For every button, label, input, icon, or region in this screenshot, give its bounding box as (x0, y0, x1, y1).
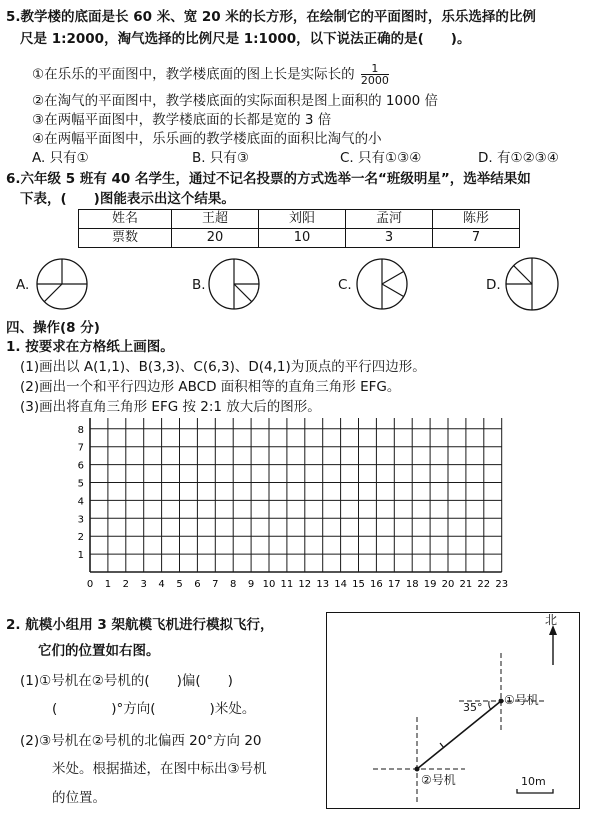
q2-line3: (1)①号机在②号机的( )偏( ) (20, 673, 233, 689)
grid-y-labels (78, 418, 84, 561)
pie-chart-a (34, 256, 90, 312)
grid-x-label: 0 (86, 579, 94, 590)
plane1-label: ①号机 (504, 693, 539, 707)
q2-line1: 2. 航模小组用 3 架航模飞机进行模拟飞行， (6, 617, 274, 633)
grid-x-label: 4 (158, 579, 165, 590)
tick-mark (440, 743, 444, 748)
grid-x-label: 14 (334, 579, 347, 590)
q5-option-c: C. 只有①③④ (340, 150, 422, 166)
table-cell: 王超 (172, 210, 259, 229)
q2-line6: 米处。根据描述，在图中标出③号机 (52, 761, 267, 777)
grid-y-label: 6 (77, 460, 84, 472)
q2-line2: 它们的位置如右图。 (38, 643, 160, 659)
pie-label-b: B. (192, 277, 206, 293)
table-cell: 10 (259, 229, 346, 248)
q6-line1: 6.六年级 5 班有 40 名学生，通过不记名投票的方式选举一名“班级明星”，选举结果如 (6, 171, 531, 187)
table-cell: 票数 (79, 229, 172, 248)
grid-x-label: 1 (104, 579, 112, 590)
grid-x-label: 6 (194, 579, 201, 590)
grid-x-label: 2 (122, 579, 129, 590)
grid-lines (90, 418, 502, 572)
grid-x-label: 10 (262, 579, 276, 590)
section-title: 四、操作(8 分) (6, 320, 100, 336)
q2-line5: (2)③号机在②号机的北偏西 20°方向 20 (20, 733, 262, 749)
grid-x-label: 23 (495, 579, 509, 590)
q5-line2: 尺是 1:2000，淘气选择的比例尺是 1:1000，以下说法正确的是( )。 (20, 31, 471, 47)
position-map (326, 612, 580, 809)
table-cell: 刘阳 (259, 210, 346, 229)
table-cell: 陈彤 (433, 210, 520, 229)
q5-statement-2: ②在淘气的平面图中，教学楼底面的实际面积是图上面积的 1000 倍 (32, 93, 439, 109)
grid-x-label: 17 (387, 579, 401, 590)
scale-label: 10m (521, 775, 546, 788)
grid-x-label: 12 (298, 579, 312, 590)
fraction-denominator: 2000 (360, 74, 389, 87)
q5-statement-3: ③在两幅平面图中，教学楼底面的长都是宽的 3 倍 (32, 112, 332, 128)
table-row (79, 229, 520, 248)
q5-option-a: A. 只有① (32, 150, 89, 166)
q2-line4: ( )°方向( )米处。 (52, 701, 256, 717)
grid-y-label: 4 (77, 496, 84, 508)
s4-q1-part2: (2)画出一个和平行四边形 ABCD 面积相等的直角三角形 EFG。 (20, 379, 401, 395)
grid-x-label: 13 (316, 579, 330, 590)
q5-option-b: B. 只有③ (192, 150, 249, 166)
grid-x-label: 20 (441, 579, 455, 590)
table-cell: 姓名 (79, 210, 172, 229)
grid-y-label: 1 (77, 550, 84, 562)
q2-line7: 的位置。 (52, 790, 106, 806)
grid-y-label: 2 (77, 532, 84, 544)
grid-y-label: 5 (77, 478, 84, 490)
table-cell: 7 (433, 229, 520, 248)
grid-x-label: 18 (405, 579, 419, 590)
pie-label-a: A. (16, 277, 30, 293)
angle-label: 35° (463, 701, 483, 714)
table-row (79, 210, 520, 229)
table-cell: 孟河 (346, 210, 433, 229)
fraction (361, 63, 389, 86)
s4-q1: 1. 按要求在方格纸上画图。 (6, 339, 174, 355)
grid-paper (62, 418, 532, 608)
pie-label-c: C. (338, 277, 352, 293)
grid-x-label: 9 (247, 579, 255, 590)
grid-x-label: 3 (140, 579, 147, 590)
grid-x-label: 21 (459, 579, 473, 590)
table-cell: 3 (346, 229, 433, 248)
grid-x-labels (87, 579, 508, 590)
connecting-line (417, 701, 501, 769)
grid-x-label: 7 (212, 579, 219, 590)
pie-label-d: D. (486, 277, 501, 293)
grid-x-label: 5 (176, 579, 183, 590)
pie-chart-c (354, 256, 410, 312)
pie-chart-d (502, 254, 562, 314)
s4-q1-part3: (3)画出将直角三角形 EFG 按 2:1 放大后的图形。 (20, 399, 321, 415)
plane2-label: ②号机 (421, 773, 456, 787)
q5-statement-4: ④在两幅平面图中，乐乐画的教学楼底面的面积比淘气的小 (32, 131, 382, 147)
north-label: 北 (545, 613, 558, 627)
grid-y-label: 7 (77, 442, 84, 454)
grid-x-label: 8 (230, 579, 237, 590)
grid-x-label: 22 (477, 579, 491, 590)
grid-x-label: 16 (370, 579, 383, 590)
s4-q1-part1: (1)画出以 A(1,1)、B(3,3)、C(6,3)、D(4,1)为顶点的平行四边形。 (20, 359, 426, 375)
angle-arc (489, 701, 491, 710)
q5-statement-1 (32, 63, 389, 86)
q5-line1: 5.教学楼的底面是长 60 米、宽 20 米的长方形，在绘制它的平面图时，乐乐选择的比例 (6, 9, 536, 25)
grid-x-label: 11 (280, 579, 294, 590)
q5-statement-1-text: ①在乐乐的平面图中，教学楼底面的图上长是实际长的 (32, 66, 355, 83)
table-cell: 20 (172, 229, 259, 248)
grid-x-label: 15 (352, 579, 365, 590)
q5-option-d: D. 有①②③④ (478, 150, 559, 166)
vote-table (78, 209, 520, 248)
grid-y-label: 3 (77, 514, 84, 526)
grid-y-label: 8 (77, 424, 84, 436)
fraction-numerator: 1 (361, 63, 389, 75)
pie-chart-b (206, 256, 262, 312)
q6-line2: 下表，( )图能表示出这个结果。 (20, 191, 235, 207)
grid-x-label: 19 (423, 579, 437, 590)
